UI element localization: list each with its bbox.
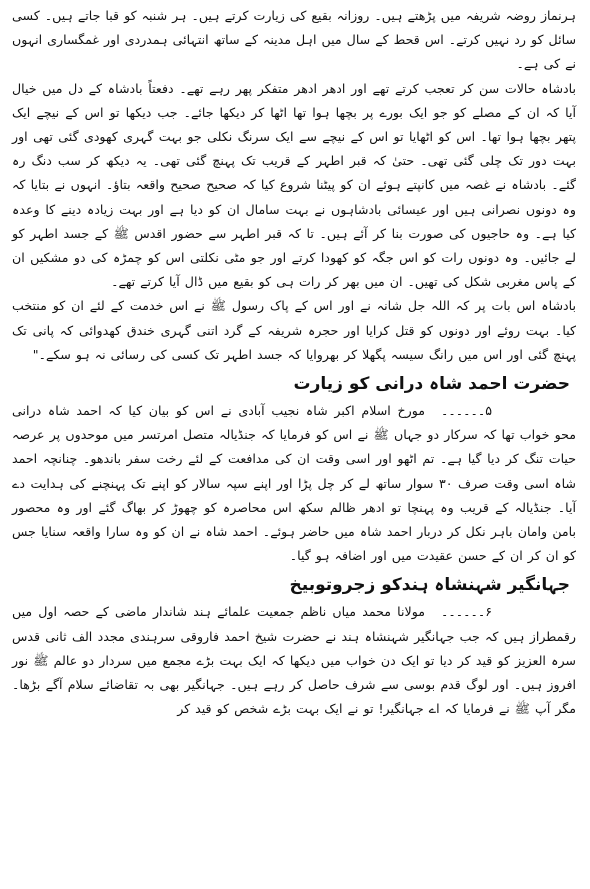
section-heading-ahmad-shah: حضرت احمد شاہ درانی کو زیارت	[293, 374, 570, 395]
paragraph-2: بادشاہ حالات سن کر تعجب کرتے تھے اور ادھر ادھر متفکر پھر رہے تھے۔ دفعتاً بادشاہ کے دل میں خیال آیا کہ ان کے مصلے کو جو ایک بورے پر بچھا ہوا تھا اٹھا کر دیکھا جائے۔ جب دیکھا تو اس کے نیچے ایک پتھر بچھا ہوا تھا۔ اس کو اٹھایا تو اس کے نیچے سے ایک سرنگ نکلی جو بہت گہری کھودی گئی تھی اور بہت دور تک چلی گئی تھی۔ حتیٰ کہ قبر اطہر کے قریب تک پہنچ گئی تھی۔ یہ دیکھ کر سب دنگ رہ گئے۔ بادشاہ نے غصہ میں کانپتے ہوئے ان کو پیٹنا شروع کیا کہ صحیح صحیح واقعہ بتاؤ۔ انہوں نے بتایا کہ وہ دونوں نصرانی ہیں اور عیسائی بادشاہوں نے بہت سامال ان کو دیا ہے اور بہت زیادہ دینے کا وعدہ کیا ہے۔ وہ حاجیوں کی صورت بنا کر آئے ہیں۔ تا کہ قبر اطہر سے حضور اقدس ﷺ کے جسد اطہر کو لے جائیں۔ وہ دونوں رات کو اس جگہ کو کھودا کرتے اور جو مٹی نکلتی اس کو چمڑہ کی دو مشکیں ان کے پاس مغربی شکل کی تھیں۔ ان میں بھر کر رات ہی کو بقیع میں ڈال آیا کرتے تھے۔	[12, 80, 576, 290]
paragraph-3: بادشاہ اس بات پر کہ اللہ جل شانہ نے اور اس کے پاک رسول ﷺ نے اس خدمت کے لئے ان کو منتخب کیا۔ بہت روئے اور دونوں کو قتل کرایا اور حجرہ شریفہ کے گرد اتنی گہری خندق کھدوائی کہ پانی تک پہنچ گئی اور اس میں رانگ سیسہ پگھلا کر بھروایا کہ جسد اطہر تک کسی کی رسائی نہ ہو سکے۔"	[12, 298, 576, 362]
paragraph-section-6	[12, 600, 576, 721]
paragraph-section-5	[12, 399, 576, 568]
section-heading-jahangir: جہانگیر شہنشاہ ہندکو زجروتوبیخ	[289, 575, 570, 596]
item-number-6: ۶۔۔۔۔۔۔	[440, 604, 492, 620]
paragraph-section-5-text: مورخ اسلام اکبر شاہ نجیب آبادی نے اس کو بیان کیا کہ احمد شاہ درانی محو خواب تھا کہ سرکار دو جہاں ﷺ نے اس کو فرمایا کہ جنڈیالہ متصل امرتسر میں موحدوں پر عرصہ حیات تنگ کر دیا گیا ہے۔ تم اٹھو اور اسی وقت ان کی مدافعت کے لئے رخت سفر باندھو۔ چنانچہ احمد شاہ اسی وقت صرف ۳۰ سوار ساتھ لے کر چل پڑا اور اپنے سپہ سالار کو اپنے تک پہنچنے کی ہدایت دے آیا۔ جنڈیالہ کے قریب وہ پہنچا تو ادھر ظالم سکھ اس محاصرہ کو چھوڑ کر بھاگ گئے اور وہ محصور بامن وامان باہر نکل کر دربار احمد شاہ میں حاضر ہوئے۔ احمد شاہ نے ان کو وہ سارا واقعہ سنایا جس کو ان کر ان کے حسن عقیدت میں اور اضافہ ہو گیا۔	[12, 403, 576, 564]
item-number-5: ۵۔۔۔۔۔۔	[440, 403, 492, 419]
paragraph-1: ہرنماز روضہ شریفہ میں پڑھتے ہیں۔ روزانہ بقیع کی زیارت کرتے ہیں۔ ہر شنبہ کو قبا جاتے ہیں۔ کسی سائل کو رد نہیں کرتے۔ اس قحط کے سال میں اہل مدینہ کے ساتھ انتہائی ہمدردی اور غمگساری انہوں نے کی ہے۔	[12, 8, 576, 72]
paragraph-section-6-text: مولانا محمد میاں ناظم جمعیت علمائے ہند شاندار ماضی کے حصہ اول میں رقمطراز ہیں کہ جب جہانگیر شہنشاہ ہند نے حضرت شیخ احمد فاروقی سرہندی مجدد الف ثانی قدس سرہ العزیز کو قید کر دیا تو ایک دن خواب میں دیکھا کہ ایک بہت بڑے مجمع میں سردار دو عالم ﷺ نور افروز ہیں۔ اور لوگ قدم بوسی سے شرف حاصل کر رہے ہیں۔ جہانگیر بھی بہ تقاضائے سلام آگے بڑھا۔ مگر آپ ﷺ نے فرمایا کہ اے جہانگیر! تو نے ایک بہت بڑے شخص کو قید کر	[12, 604, 576, 717]
